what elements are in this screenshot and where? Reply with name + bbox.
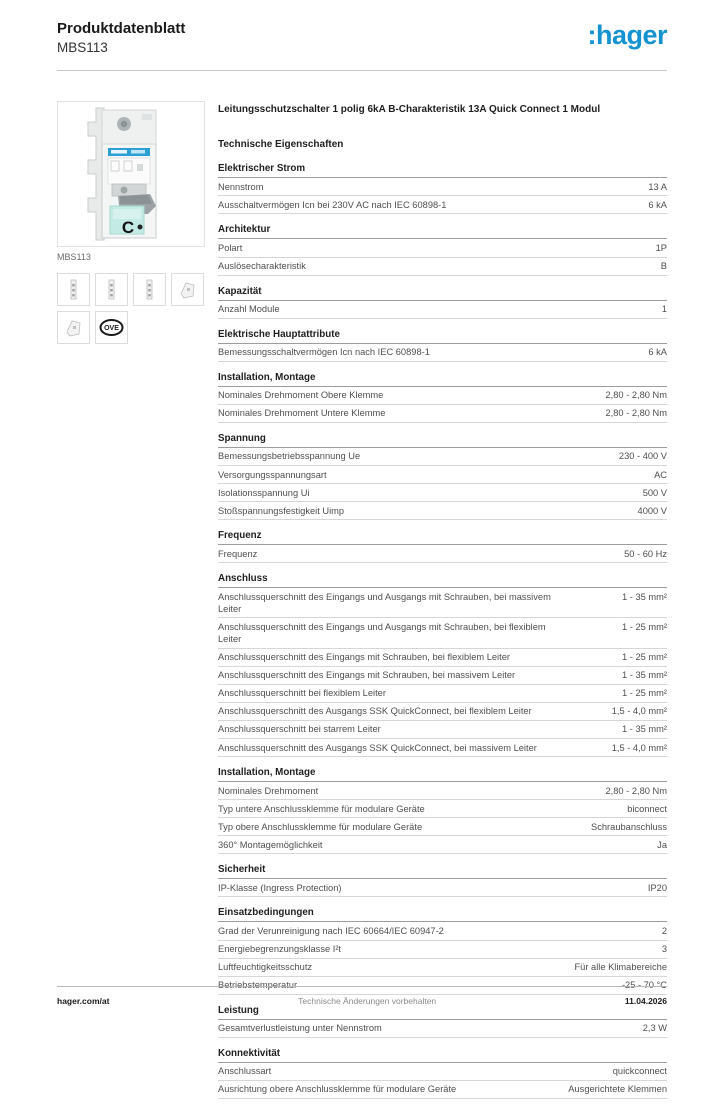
spec-label: Energiebegrenzungsklasse I²t [218,944,341,955]
tech-properties-heading: Technische Eigenschaften [218,139,344,151]
spec-section [218,372,667,423]
spec-label: Anschlussquerschnitt bei starrem Leiter [218,724,381,735]
spec-sections [218,163,667,1099]
spec-label: Isolationsspannung Ui [218,487,310,498]
spec-row [218,649,667,667]
doc-title: Produktdatenblatt [57,20,186,37]
footer-date: 11.04.2026 [624,996,667,1006]
spec-row [218,879,667,897]
spec-row [218,196,667,214]
thumb-dimension-drawing-icon [95,273,128,306]
spec-value: 50 - 60 Hz [624,548,667,559]
doc-subtitle: MBS113 [57,39,108,55]
spec-row [218,466,667,484]
spec-row [218,941,667,959]
section-title: Einsatzbedingungen [218,907,667,922]
spec-label: Anschlussquerschnitt des Eingangs und Ausgangs mit Schrauben, bei massivem Leiter [218,591,551,614]
hager-logo: :hager [587,20,667,50]
spec-label: Betriebstemperatur [218,980,298,991]
section-title: Kapazität [218,286,667,301]
spec-label: Luftfeuchtigkeitsschutz [218,962,313,973]
spec-value: 6 kA [648,347,667,358]
spec-value: 2,80 - 2,80 Nm [605,408,667,419]
spec-label: Nominales Drehmoment [218,785,319,796]
spec-label: Stoßspannungsfestigkeit Uimp [218,505,345,516]
spec-section [218,864,667,897]
spec-value: Schraubanschluss [591,821,667,832]
spec-value: 1 [661,304,667,315]
spec-row [218,782,667,800]
spec-value: 13 A [648,181,667,192]
spec-row [218,344,667,362]
spec-section [218,329,667,362]
spec-value: Ausgerichtete Klemmen [568,1084,667,1095]
spec-section [218,573,667,757]
spec-section [218,286,667,319]
section-title: Sicherheit [218,864,667,879]
thumb-angle-view-icon [57,311,90,344]
spec-column [218,101,667,1109]
spec-label: Nominales Drehmoment Untere Klemme [218,408,386,419]
spec-value: quickconnect [612,1066,667,1077]
header-title-block [57,20,185,56]
spec-label: Typ obere Anschlussklemme für modulare Geräte [218,821,423,832]
spec-value: 6 kA [648,199,667,210]
spec-label: Grad der Verunreinigung nach IEC 60664/IEC 60947-2 [218,925,444,936]
spec-row [218,1063,667,1081]
spec-row [218,836,667,854]
spec-label: Typ untere Anschlussklemme für modulare Geräte [218,803,425,814]
spec-row [218,959,667,977]
spec-label: Frequenz [218,548,258,559]
spec-row [218,721,667,739]
spec-value: Ja [657,839,667,850]
section-title: Leistung [218,1005,667,1020]
spec-section [218,907,667,994]
spec-value: AC [654,469,667,480]
spec-section [218,1048,667,1099]
spec-row [218,800,667,818]
spec-value: 4000 V [637,505,667,516]
ove-certification-icon [95,311,128,344]
spec-row [218,1020,667,1038]
spec-row [218,545,667,563]
spec-section [218,767,667,854]
spec-label: IP-Klasse (Ingress Protection) [218,882,342,893]
spec-value: 3 [661,944,667,955]
section-title: Frequenz [218,530,667,545]
spec-row [218,258,667,276]
thumb-front-drawing-icon [57,273,90,306]
footer-disclaimer: Technische Änderungen vorbehalten [298,996,437,1006]
spec-label: Anschlussquerschnitt des Ausgangs SSK QuickConnect, bei flexiblem Leiter [218,706,532,717]
spec-value: 1,5 - 4,0 mm² [611,742,667,753]
spec-label: Anschlussquerschnitt bei flexiblem Leiter [218,688,386,699]
spec-value: 1 - 25 mm² [622,652,667,663]
spec-row [218,703,667,721]
spec-value: 1P [655,242,667,253]
spec-section [218,163,667,214]
product-media-column [57,101,205,1109]
spec-row [218,1081,667,1099]
spec-value: 1,5 - 4,0 mm² [611,706,667,717]
section-title: Konnektivität [218,1048,667,1063]
thumb-side-view-icon [171,273,204,306]
section-title: Elektrische Hauptattribute [218,329,667,344]
spec-value: 500 V [642,487,667,498]
circuit-breaker-product-image [58,102,204,246]
spec-row [218,618,667,648]
spec-label: Gesamtverlustleistung unter Nennstrom [218,1023,382,1034]
main-content [0,71,724,1109]
spec-value: 2 [661,925,667,936]
spec-value: 1 - 35 mm² [622,670,667,681]
spec-label: Anschlussquerschnitt des Ausgangs SSK QuickConnect, bei massivem Leiter [218,742,537,753]
spec-value: 1 - 35 mm² [622,724,667,735]
spec-label: Bemessungsbetriebsspannung Ue [218,451,361,462]
section-title: Installation, Montage [218,767,667,782]
spec-row [218,387,667,405]
spec-label: Bemessungsschaltvermögen Icn nach IEC 60898-1 [218,347,430,358]
spec-section [218,224,667,275]
spec-label: Versorgungsspannungsart [218,469,327,480]
section-title: Anschluss [218,573,667,588]
spec-value: Für alle Klimabereiche [574,962,667,973]
spec-label: Auslösecharakteristik [218,261,306,272]
spec-value: 2,80 - 2,80 Nm [605,390,667,401]
spec-row [218,301,667,319]
section-title: Architektur [218,224,667,239]
spec-label: Nominales Drehmoment Obere Klemme [218,390,384,401]
spec-label: Polart [218,242,243,253]
spec-label: Anzahl Module [218,304,280,315]
product-title: Leitungsschutzschalter 1 polig 6kA B-Charakteristik 13A Quick Connect 1 Modul [218,104,601,116]
spec-row [218,484,667,502]
spec-value: 230 - 400 V [618,451,667,462]
spec-value: IP20 [647,882,667,893]
spec-value: 1 - 25 mm² [622,688,667,699]
spec-label: Anschlussquerschnitt des Eingangs mit Schrauben, bei flexiblem Leiter [218,652,510,663]
spec-row [218,448,667,466]
spec-value: -25 - 70 °C [621,980,667,991]
spec-row [218,502,667,520]
spec-row [218,739,667,757]
page-header [0,0,724,56]
spec-label: Ausschaltvermögen Icn bei 230V AC nach IEC 60898-1 [218,199,447,210]
spec-label: Ausrichtung obere Anschlussklemme für modulare Geräte [218,1084,457,1095]
spec-row [218,685,667,703]
spec-label: 360° Montagemöglichkeit [218,839,323,850]
footer-website: hager.com/at [57,996,110,1006]
section-title: Installation, Montage [218,372,667,387]
spec-section [218,530,667,563]
spec-row [218,178,667,196]
spec-row [218,239,667,257]
spec-row [218,667,667,685]
spec-value: B [660,261,667,272]
breaker-c-marking: C [121,218,135,238]
spec-value: 2,80 - 2,80 Nm [605,785,667,796]
spec-value: biconnect [627,803,667,814]
spec-row [218,818,667,836]
spec-value: 2,3 W [642,1023,667,1034]
spec-value: 1 - 25 mm² [622,621,667,632]
spec-label: Anschlussart [218,1066,272,1077]
product-image-frame [57,101,205,247]
spec-row [218,405,667,423]
spec-section [218,1005,667,1038]
page-footer [57,986,667,1006]
spec-label: Anschlussquerschnitt des Eingangs mit Schrauben, bei massivem Leiter [218,670,516,681]
spec-row [218,922,667,940]
thumb-wiring-diagram-icon [133,273,166,306]
thumbnail-gallery [57,273,205,344]
spec-value: 1 - 35 mm² [622,591,667,602]
product-image-caption: MBS113 [57,252,91,263]
spec-section [218,433,667,520]
spec-label: Nennstrom [218,181,264,192]
spec-row [218,588,667,618]
svg-text:OVE: OVE [104,325,119,333]
section-title: Elektrischer Strom [218,163,667,178]
spec-label: Anschlussquerschnitt des Eingangs und Ausgangs mit Schrauben, bei flexiblem Leiter [218,621,546,645]
section-title: Spannung [218,433,667,448]
